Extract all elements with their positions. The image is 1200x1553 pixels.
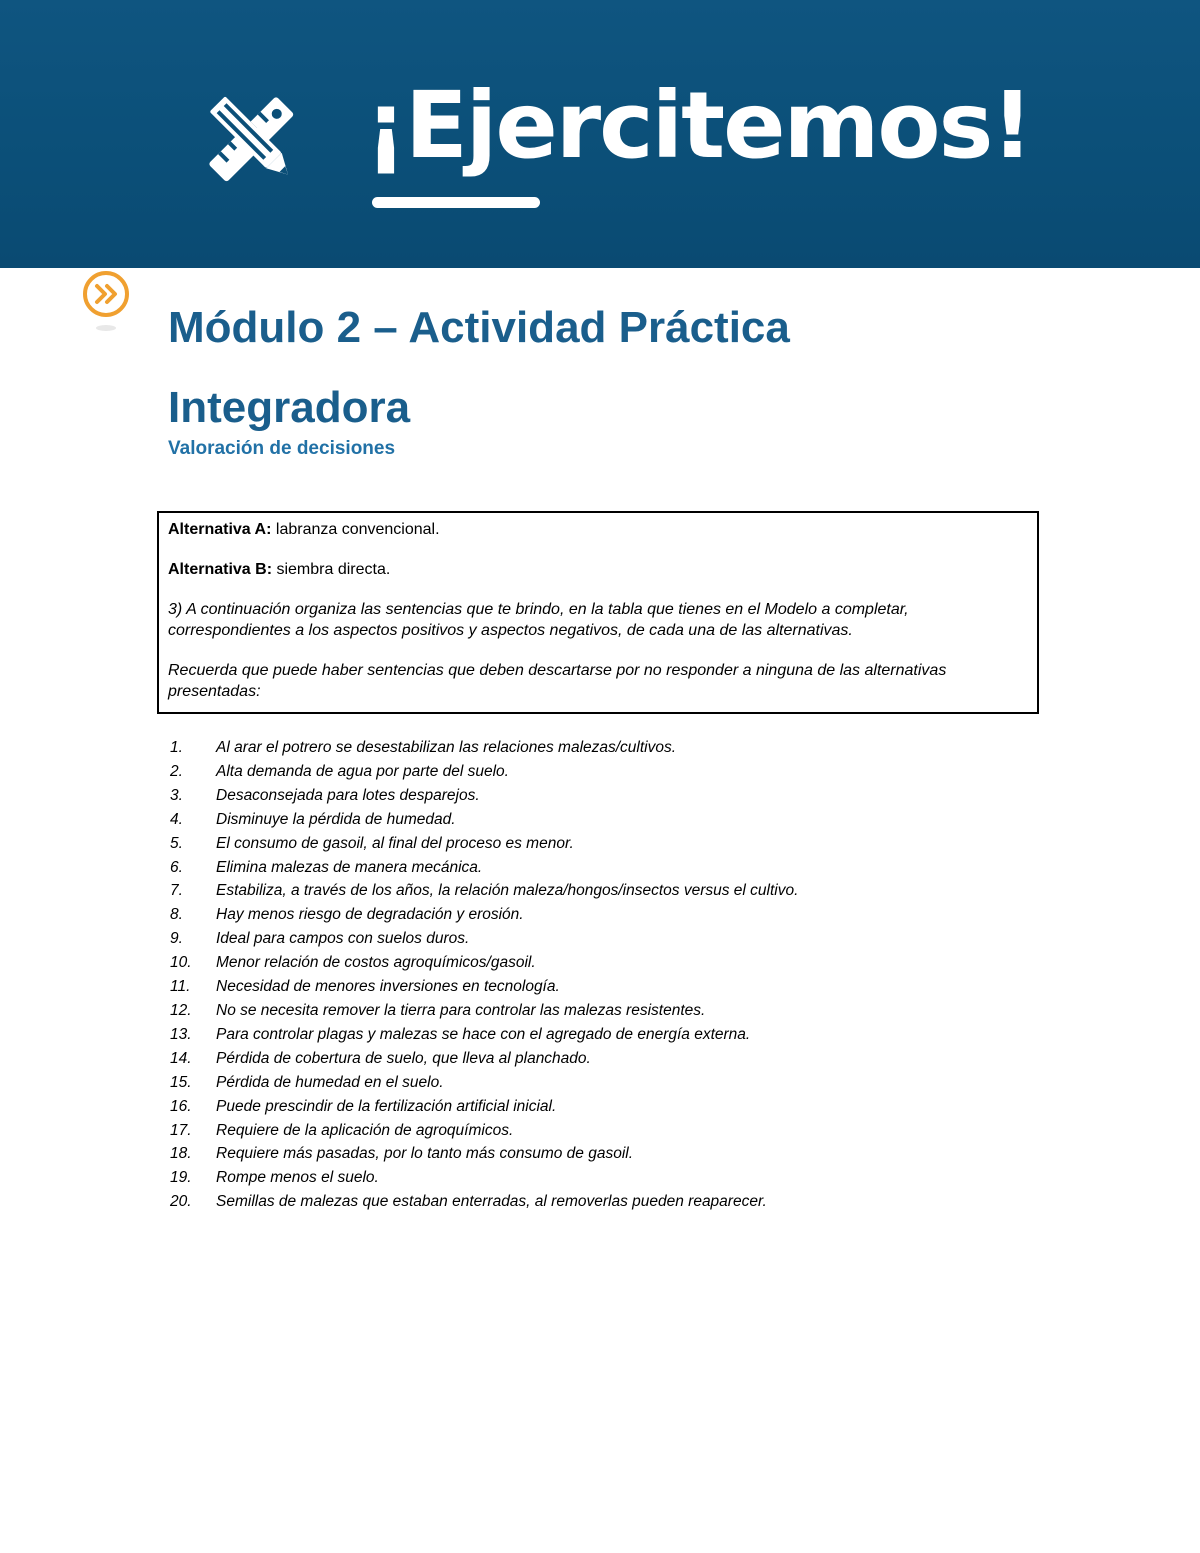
- list-item: [170, 951, 798, 975]
- list-item: [170, 1071, 798, 1095]
- list-item-number: 14.: [170, 1049, 192, 1067]
- list-item-text: Necesidad de menores inversiones en tecnología.: [216, 978, 560, 996]
- alternative-a-value: labranza convencional.: [271, 521, 440, 538]
- alternative-a-label: Alternativa A:: [168, 521, 272, 538]
- list-item-text: Pérdida de cobertura de suelo, que lleva al planchado.: [216, 1049, 591, 1067]
- list-item: [170, 999, 798, 1023]
- list-item: [170, 1166, 798, 1190]
- list-item-text: Requiere más pasadas, por lo tanto más consumo de gasoil.: [216, 1145, 634, 1163]
- list-item: [170, 736, 798, 760]
- list-item-number: 17.: [170, 1121, 192, 1139]
- page-subtitle: Valoración de decisiones: [168, 438, 396, 459]
- list-item-text: Hay menos riesgo de degradación y erosión.: [216, 906, 524, 924]
- list-item-text: Alta demanda de agua por parte del suelo.: [216, 762, 509, 780]
- list-item: [170, 903, 798, 927]
- list-item-number: 16.: [170, 1097, 192, 1115]
- double-chevron-right-icon: [78, 268, 134, 334]
- page-title-line2: Integradora: [168, 383, 411, 432]
- list-item-number: 20.: [170, 1193, 192, 1211]
- list-item-text: Estabiliza, a través de los años, la relación maleza/hongos/insectos versus el cultivo.: [216, 882, 799, 900]
- banner-underline: [372, 197, 540, 208]
- list-item-number: 15.: [170, 1073, 192, 1091]
- list-item-text: Ideal para campos con suelos duros.: [216, 930, 470, 948]
- page-title: [168, 288, 1068, 448]
- list-item-number: 10.: [170, 954, 192, 972]
- list-item-number: 5.: [170, 834, 183, 852]
- list-item: [170, 975, 798, 999]
- list-item-text: Semillas de malezas que estaban enterradas, al removerlas pueden reaparecer.: [216, 1193, 767, 1211]
- alternative-b-value: siembra directa.: [272, 561, 391, 578]
- list-item-text: Rompe menos el suelo.: [216, 1169, 379, 1187]
- list-item-text: Pérdida de humedad en el suelo.: [216, 1073, 444, 1091]
- pencil-ruler-cross-icon: [196, 82, 308, 198]
- note-text: Recuerda que puede haber sentencias que deben descartarse por no responder a ninguna de las alternativas presentadas:: [168, 662, 947, 700]
- instructions-box: [157, 511, 1039, 714]
- list-item-number: 3.: [170, 786, 183, 804]
- list-item: [170, 784, 798, 808]
- list-item: [170, 1095, 798, 1119]
- list-item-text: No se necesita remover la tierra para controlar las malezas resistentes.: [216, 1001, 706, 1019]
- list-item-text: Elimina malezas de manera mecánica.: [216, 858, 483, 876]
- list-item-number: 1.: [170, 739, 183, 756]
- alternative-b: [168, 559, 1027, 580]
- list-item-text: El consumo de gasoil, al final del proceso es menor.: [216, 834, 574, 852]
- list-item: [170, 1047, 798, 1071]
- list-item-number: 2.: [170, 762, 183, 780]
- list-item-number: 13.: [170, 1025, 192, 1043]
- list-item-text: Puede prescindir de la fertilización artificial inicial.: [216, 1097, 557, 1115]
- statement-list: [170, 736, 798, 1214]
- list-item: [170, 1142, 798, 1166]
- list-item-text: Menor relación de costos agroquímicos/gasoil.: [216, 954, 536, 972]
- list-item-number: 19.: [170, 1169, 192, 1187]
- list-item: [170, 1190, 798, 1214]
- list-item: [170, 1119, 798, 1143]
- list-item: [170, 1023, 798, 1047]
- list-item-text: Desaconsejada para lotes desparejos.: [216, 786, 480, 804]
- alternative-a: [168, 519, 1027, 540]
- list-item-number: 7.: [170, 882, 183, 900]
- alternative-b-label: Alternativa B:: [168, 561, 273, 578]
- list-item: [170, 879, 798, 903]
- list-item-number: 12.: [170, 1001, 192, 1019]
- list-item-number: 18.: [170, 1145, 192, 1163]
- list-item-number: 8.: [170, 906, 183, 924]
- list-item: [170, 856, 798, 880]
- header-banner: [0, 0, 1200, 268]
- instruction-text: 3) A continuación organiza las sentencias que te brindo, en la tabla que tienes en el Modelo a completar, correspondientes a los aspectos positivos y aspectos negativos, de cada una de las alternativas.: [168, 601, 909, 639]
- list-item-number: 9.: [170, 930, 183, 948]
- list-item-text: Requiere de la aplicación de agroquímicos.: [216, 1121, 514, 1139]
- list-item: [170, 832, 798, 856]
- banner-title: ¡Ejercitemos!: [365, 72, 1032, 179]
- list-item-number: 11.: [170, 978, 191, 996]
- list-item-text: Al arar el potrero se desestabilizan las relaciones malezas/cultivos.: [216, 739, 677, 756]
- list-item-text: Para controlar plagas y malezas se hace con el agregado de energía externa.: [216, 1025, 751, 1043]
- list-item: [170, 760, 798, 784]
- page-title-line1: Módulo 2 – Actividad Práctica: [168, 303, 790, 352]
- list-item-text: Disminuye la pérdida de humedad.: [216, 810, 456, 828]
- list-item-number: 6.: [170, 858, 183, 876]
- list-item-number: 4.: [170, 810, 183, 828]
- list-item: [170, 927, 798, 951]
- list-item: [170, 808, 798, 832]
